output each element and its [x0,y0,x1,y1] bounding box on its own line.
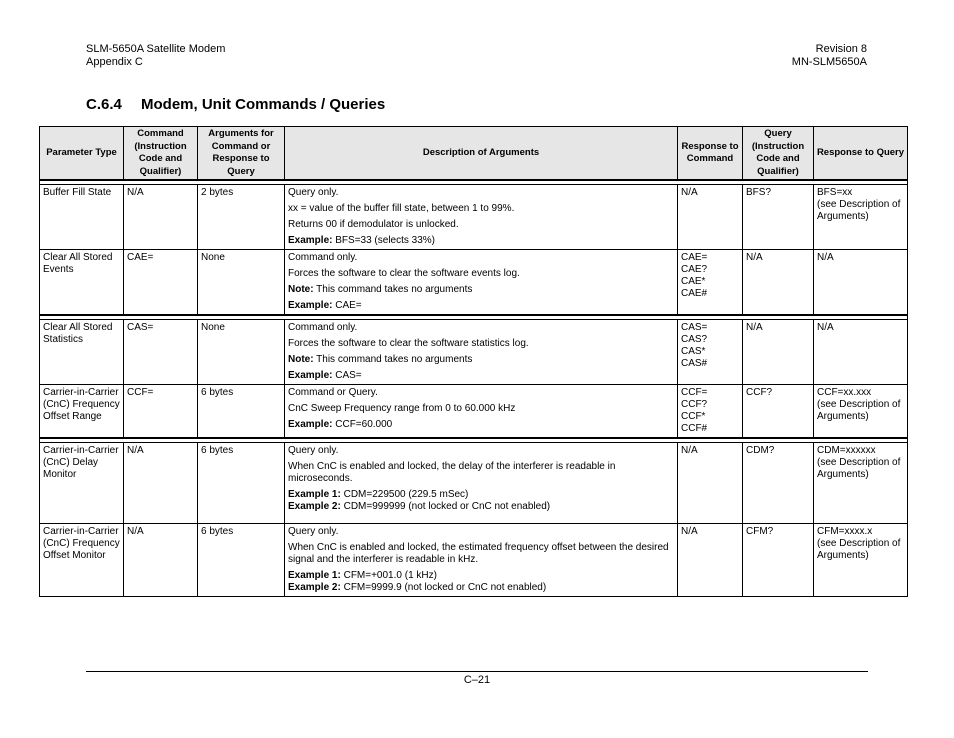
revision-label: Revision 8 [815,43,867,55]
example-text: CFM=9999.9 (not locked or CnC not enabled) [340,582,547,593]
description-line: When CnC is enabled and locked, the delay of the interferer is readable in microseconds. [288,461,616,484]
response-to-query-cell [814,385,908,439]
response-item: CAE# [681,288,708,299]
response-item: CCF* [681,411,706,422]
example-label: Example 1: [288,489,341,500]
description-cell [285,250,678,316]
section-number: C.6.4 [86,96,122,113]
command-cell: CAS= [124,320,198,385]
response-to-query-cell [814,185,908,250]
page-number: C–21 [463,674,491,686]
response-format: CDM=xxxxxx [817,445,876,456]
response-to-command-cell [678,385,743,439]
column-header-command: Command (Instruction Code and Qualifier) [124,127,198,181]
description-line: When CnC is enabled and locked, the estimated frequency offset between the desired signal and the interferer is readable in kHz. [288,542,669,565]
description-cell [285,320,678,385]
description-cell [285,524,678,597]
response-item: CAS* [681,346,706,357]
command-cell: N/A [124,524,198,597]
response-to-query-cell [814,524,908,597]
column-header-response-to-query: Response to Query [814,127,908,181]
command-cell: CCF= [124,385,198,439]
response-item: CCF# [681,423,708,434]
column-header-response-to-command: Response to Command [678,127,743,181]
response-to-command-cell: N/A [678,443,743,524]
response-item: CCF? [681,399,708,410]
note-label: Note: [288,284,314,295]
column-header-arguments: Arguments for Command or Response to Query [198,127,285,181]
example-line [288,570,674,582]
description-line: Query only. [288,187,339,198]
example-text: CDM=999999 (not locked or CnC not enabled) [340,501,551,512]
example-line [288,501,674,513]
arguments-cell: 2 bytes [198,185,285,250]
response-to-query-cell [814,443,908,524]
description-line: Forces the software to clear the software events log. [288,268,520,279]
parameter-type-cell: Carrier-in-Carrier (CnC) Delay Monitor [40,443,124,524]
command-cell: N/A [124,443,198,524]
description-line: Command only. [288,252,358,263]
response-note: (see Description of Arguments) [817,538,901,561]
response-to-query-cell: N/A [814,250,908,316]
response-item: CAE* [681,276,706,287]
response-to-command-cell [678,250,743,316]
response-format: CCF=xx.xxx [817,387,872,398]
appendix-label: Appendix C [86,56,143,68]
response-item: CAS= [681,322,708,333]
example-label: Example: [288,370,333,381]
note-line [288,354,674,366]
commands-table [39,126,908,597]
query-cell: CFM? [743,524,814,597]
example-label: Example 2: [288,582,341,593]
section-title: Modem, Unit Commands / Queries [141,96,386,113]
page-header-right [792,43,867,69]
command-cell: CAE= [124,250,198,316]
manual-number: MN-SLM5650A [791,56,867,68]
parameter-type-cell: Carrier-in-Carrier (CnC) Frequency Offset Range [40,385,124,439]
table-row [40,185,908,250]
response-item: CAE? [681,264,708,275]
query-cell: CCF? [743,385,814,439]
parameter-type-cell: Clear All Stored Events [40,250,124,316]
table-row [40,250,908,316]
response-to-command-cell: N/A [678,524,743,597]
response-to-command-cell [678,320,743,385]
footer-divider [86,671,868,672]
response-note: (see Description of Arguments) [817,457,901,480]
note-text: This command takes no arguments [313,354,473,365]
response-note: (see Description of Arguments) [817,399,901,422]
description-line: Command only. [288,322,358,333]
note-text: This command takes no arguments [313,284,473,295]
example-label: Example: [288,300,333,311]
arguments-cell: 6 bytes [198,443,285,524]
note-label: Note: [288,354,314,365]
example-text: CAE= [332,300,362,311]
query-cell: N/A [743,320,814,385]
section-heading [86,96,385,113]
example-text: CCF=60.000 [332,419,393,430]
column-header-parameter-type: Parameter Type [40,127,124,181]
example-label: Example: [288,419,333,430]
parameter-type-cell: Buffer Fill State [40,185,124,250]
table-row [40,443,908,524]
response-item: CCF= [681,387,708,398]
table-row [40,524,908,597]
response-to-query-cell: N/A [814,320,908,385]
example-line [288,300,674,312]
table-header-row [40,127,908,181]
example-line [288,582,674,594]
description-line: Query only. [288,445,339,456]
table-row [40,320,908,385]
document-title: SLM-5650A Satellite Modem [86,43,226,55]
response-item: CAE= [681,252,708,263]
example-text: CFM=+001.0 (1 kHz) [340,570,437,581]
example-text: CDM=229500 (229.5 mSec) [340,489,469,500]
response-item: CAS# [681,358,708,369]
example-label: Example: [288,235,333,246]
example-label: Example 1: [288,570,341,581]
arguments-cell: None [198,320,285,385]
parameter-type-cell: Clear All Stored Statistics [40,320,124,385]
description-line: Returns 00 if demodulator is unlocked. [288,219,459,230]
query-cell: N/A [743,250,814,316]
parameter-type-cell: Carrier-in-Carrier (CnC) Frequency Offset Monitor [40,524,124,597]
description-line: Forces the software to clear the software statistics log. [288,338,529,349]
example-text: BFS=33 (selects 33%) [332,235,436,246]
description-line: xx = value of the buffer fill state, between 1 to 99%. [288,203,515,214]
arguments-cell: 6 bytes [198,385,285,439]
example-line [288,419,674,431]
column-header-query: Query (Instruction Code and Qualifier) [743,127,814,181]
response-format: CFM=xxxx.x [817,526,873,537]
description-line: CnC Sweep Frequency range from 0 to 60.000 kHz [288,403,516,414]
command-cell: N/A [124,185,198,250]
description-cell [285,385,678,439]
example-label: Example 2: [288,501,341,512]
column-header-description: Description of Arguments [285,127,678,181]
example-line [288,489,674,501]
example-line [288,370,674,382]
description-cell [285,443,678,524]
description-cell [285,185,678,250]
page-header-left [86,43,225,69]
response-note: (see Description of Arguments) [817,199,901,222]
query-cell: CDM? [743,443,814,524]
example-text: CAS= [332,370,362,381]
description-line: Query only. [288,526,339,537]
response-format: BFS=xx [817,187,853,198]
query-cell: BFS? [743,185,814,250]
description-line: Command or Query. [288,387,378,398]
arguments-cell: 6 bytes [198,524,285,597]
example-line [288,235,674,247]
response-to-command-cell: N/A [678,185,743,250]
arguments-cell: None [198,250,285,316]
response-item: CAS? [681,334,708,345]
note-line [288,284,674,296]
table-row [40,385,908,439]
